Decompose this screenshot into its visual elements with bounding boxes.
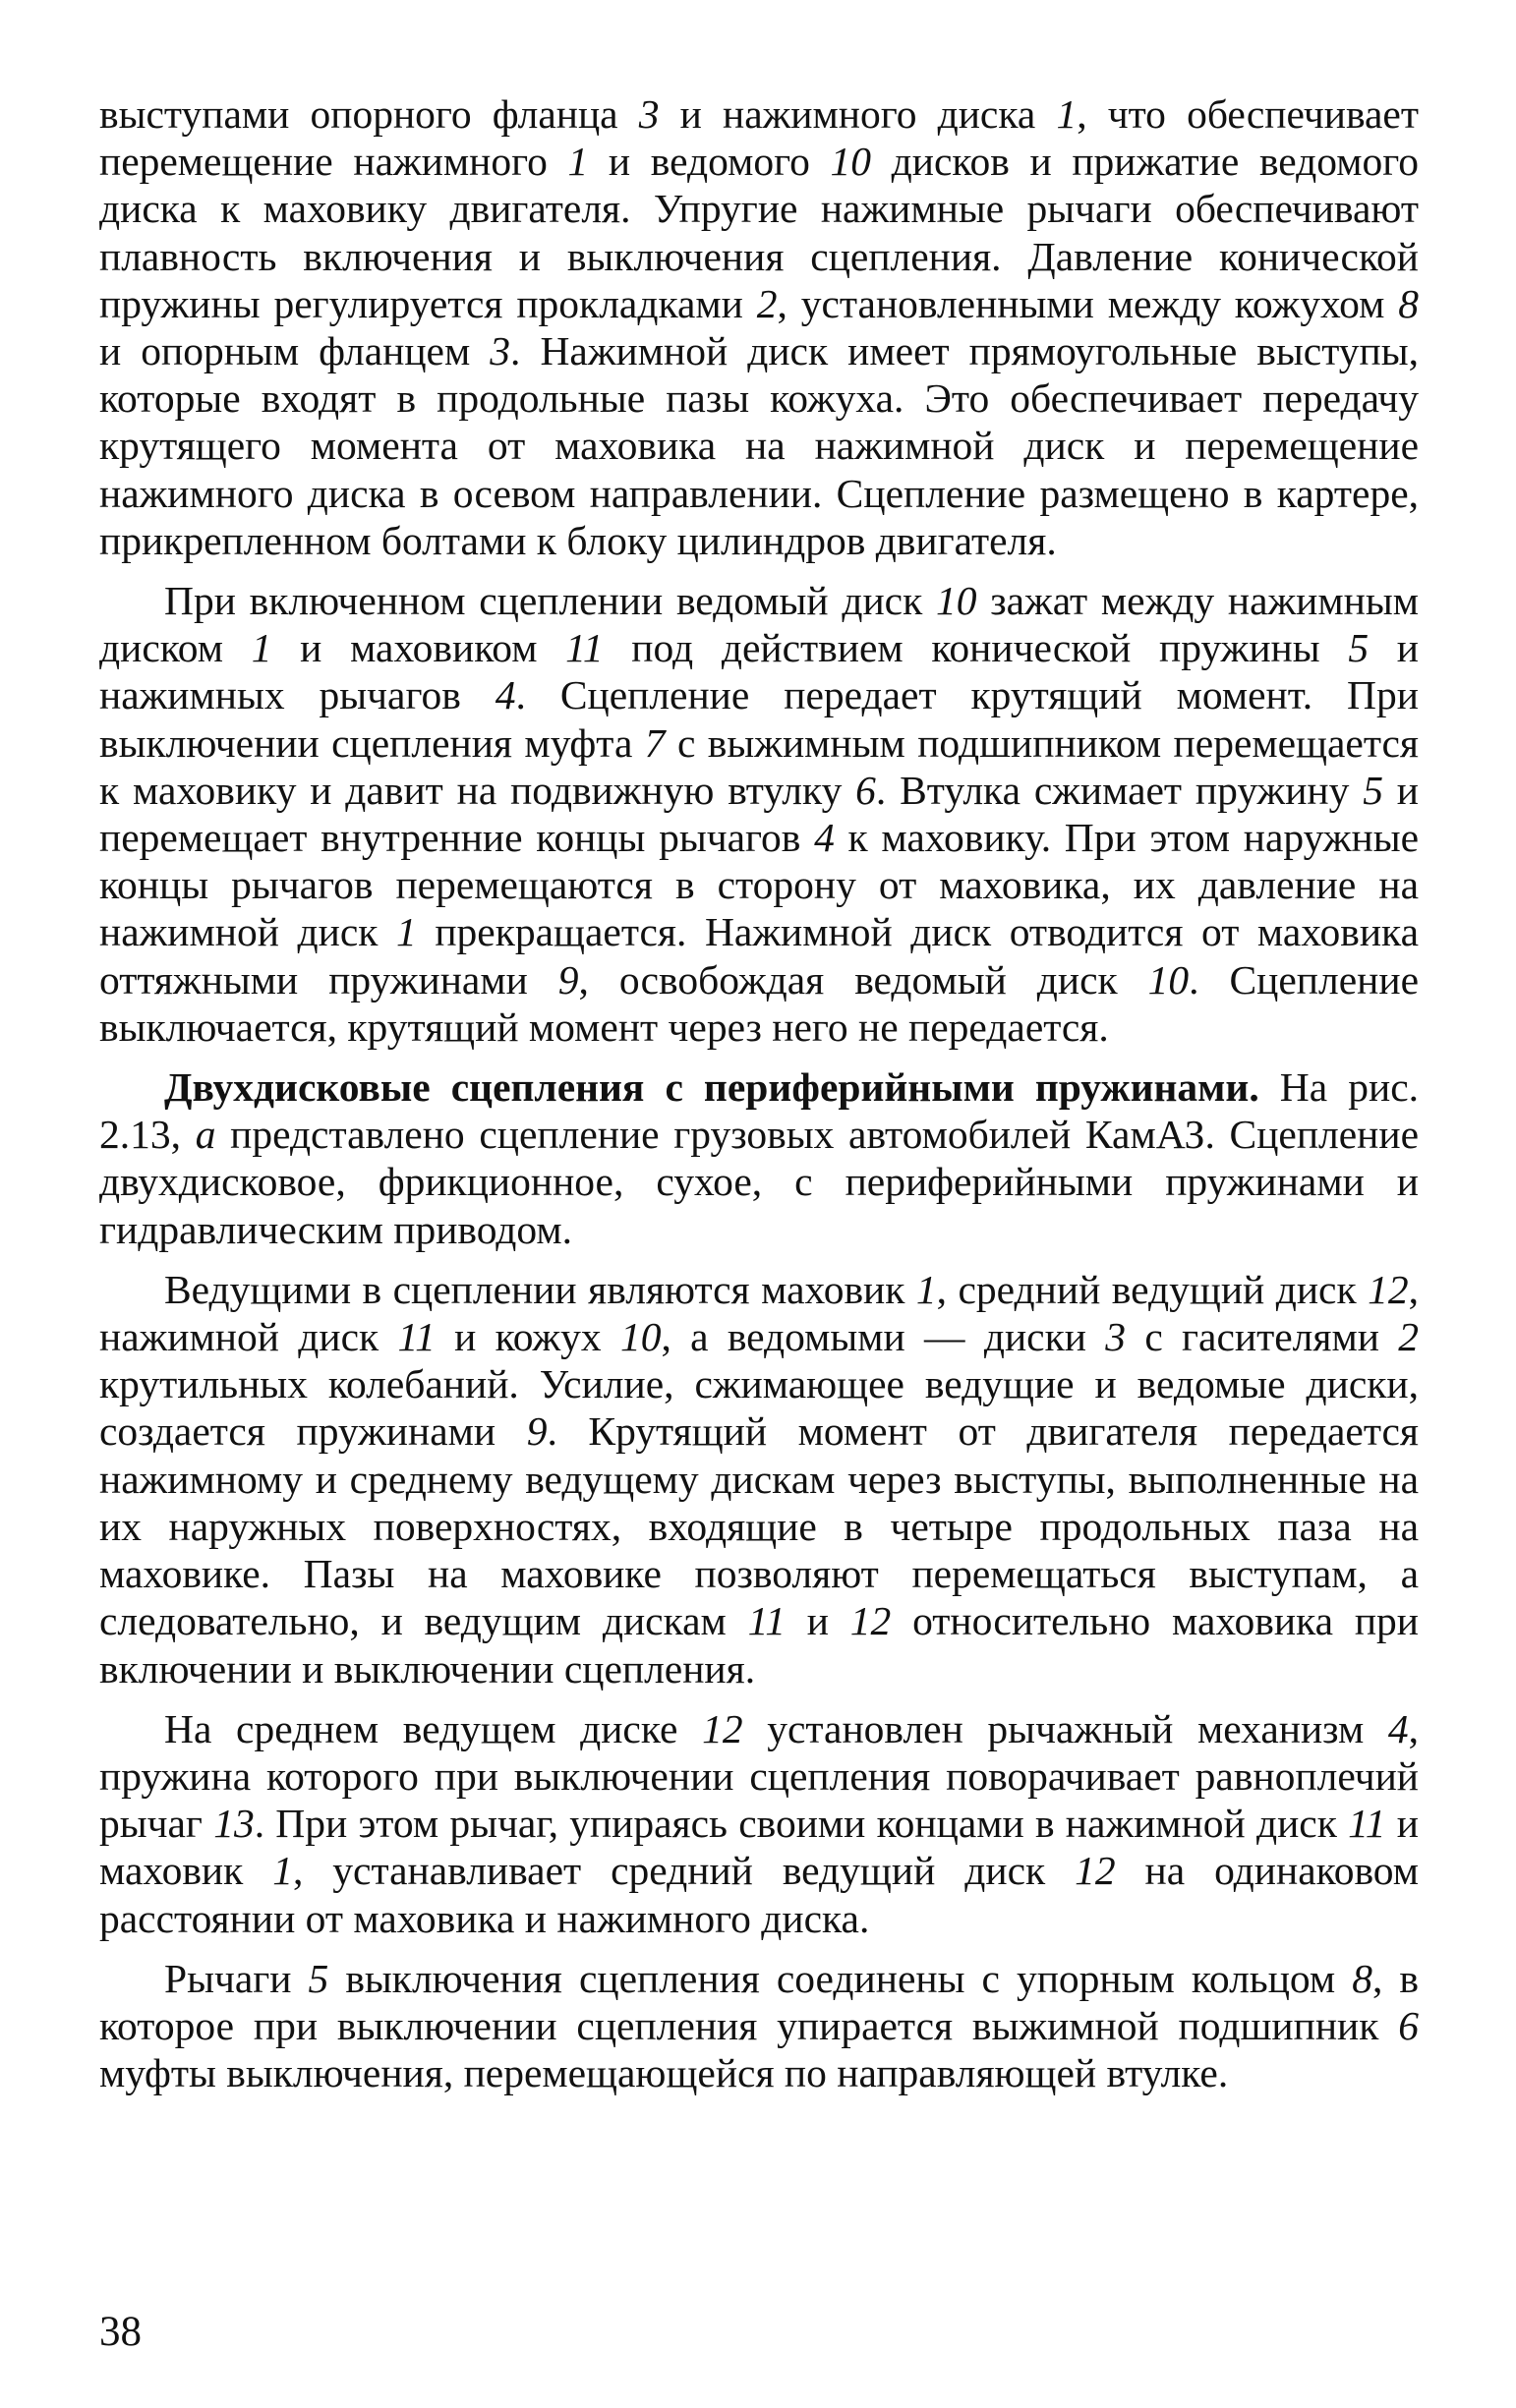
paragraph-1: выступами опорного фланца 3 и нажимного диска 1, что обеспечивает перемещение нажимного 1 и ведомого 10 дисков и прижатие ведомого диска к маховику двигателя. Упругие нажимные рычаги обеспечивают плавность включения и выключения сцепления. Давление конической пружины регулируется прокладками 2, установленными между кожухом 8 и опорным фланцем 3. Нажимной диск имеет прямоугольные выступы, которые входят в продольные пазы кожуха. Это обеспечивает передачу крутящего момента от маховика на нажимной диск и перемещение нажимного диска в осевом направлении. Сцепление размещено в картере, прикрепленном болтами к блоку цилиндров двигателя. xyxy=(99,91,1420,563)
paragraph-5: На среднем ведущем диске 12 установлен рычажный механизм 4, пружина которого при выключении сцепления поворачивает равноплечий рычаг 13. При этом рычаг, упираясь своими концами в нажимной диск 11 и маховик 1, устанавливает средний ведущий диск 12 на одинаковом расстоянии от маховика и нажимного диска. xyxy=(99,1705,1419,1941)
paragraph-6: Рычаги 5 выключения сцепления соединены с упорным кольцом 8, в которое при выключении сцепления упирается выжимной подшипник 6 муфты выключения, перемещающейся по направляющей втулке. xyxy=(99,1955,1419,2096)
page-body xyxy=(99,90,1419,2109)
paragraph-4: Ведущими в сцеплении являются маховик 1, средний ведущий диск 12, нажимной диск 11 и кожух 10, а ведомыми — диски 3 с гасителями 2 крутильных колебаний. Усилие, сжимающее ведущие и ведомые диски, создается пружинами 9. Крутящий момент от двигателя передается нажимному и среднему ведущему дискам через выступы, выполненные на их наружных поверхностях, входящие в четыре продольных паза на маховике. Пазы на маховике позволяют перемещаться выступам, а следовательно, и ведущим дискам 11 и 12 относительно маховика при включении и выключении сцепления. xyxy=(99,1266,1419,1691)
paragraph-3: Двухдисковые сцепления с периферийными пружинами. На рис. 2.13, а представлено сцепление грузовых автомобилей КамАЗ. Сцепление двухдисковое, фрикционное, сухое, с периферийными пружинами и гидравлическим приводом. xyxy=(99,1064,1420,1252)
paragraph-2: При включенном сцеплении ведомый диск 10 зажат между нажимным диском 1 и маховиком 11 под действием конической пружины 5 и нажимных рычагов 4. Сцепление передает крутящий момент. При выключении сцепления муфта 7 с выжимным подшипником перемещается к маховику и давит на подвижную втулку 6. Втулка сжимает пружину 5 и перемещает внутренние концы рычагов 4 к маховику. При этом наружные концы рычагов перемещаются в сторону от маховика, их давление на нажимной диск 1 прекращается. Нажимной диск отводится от маховика оттяжными пружинами 9, освобождая ведомый диск 10. Сцепление выключается, крутящий момент через него не передается. xyxy=(99,578,1419,1050)
page-number: 38 xyxy=(99,2309,142,2355)
